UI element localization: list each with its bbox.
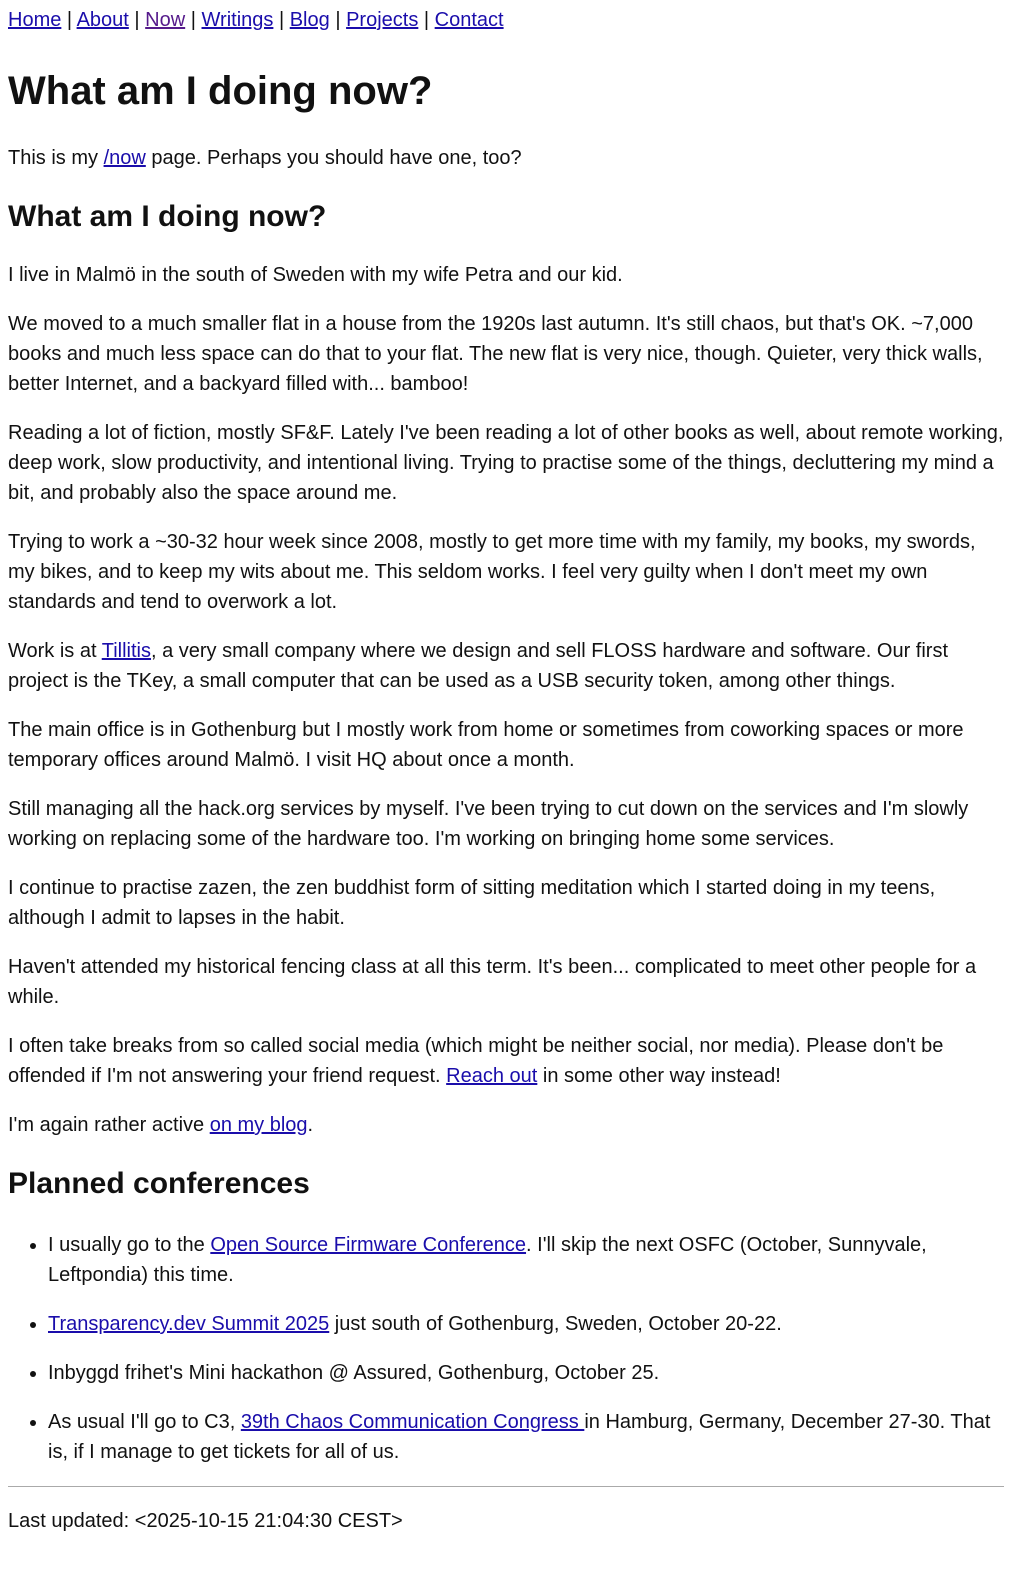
list-item-text: As usual I'll go to C3, bbox=[48, 1411, 241, 1433]
paragraph-work-text-before: Work is at bbox=[8, 640, 102, 662]
nav-separator: | bbox=[134, 9, 140, 31]
list-item: • Inbyggd frihet's Mini hackathon @ Assured, Gothenburg, October 25. bbox=[48, 1358, 1004, 1388]
list-item bbox=[48, 1309, 1004, 1339]
list-item-text: in Hamburg, Germany, December 27-30. That is, if I manage to get tickets for all of us. bbox=[48, 1411, 991, 1463]
paragraph-reading: Reading a lot of fiction, mostly SF&F. Lately I've been reading a lot of other books as well, about remote working, deep work, slow productivity, and intentional living. Trying to practise some of the things, decluttering my mind a bit, and probably also the space around me. bbox=[8, 422, 1004, 504]
reach-out-link[interactable]: Reach out bbox=[446, 1065, 538, 1087]
paragraph-zazen: I continue to practise zazen, the zen buddhist form of sitting meditation which I started doing in my teens, although I admit to lapses in the habit. bbox=[8, 877, 936, 929]
nav-separator: | bbox=[66, 9, 73, 31]
nav-separator: | bbox=[335, 9, 341, 31]
intro-text-before: This is my bbox=[8, 147, 104, 169]
list-item bbox=[48, 1407, 1004, 1467]
list-item-text: I usually go to the bbox=[48, 1234, 211, 1256]
nav-contact-link[interactable]: Contact bbox=[434, 9, 504, 31]
nav-separator: | bbox=[423, 9, 430, 31]
list-item-text: just south of Gothenburg, Sweden, October 20-22. bbox=[329, 1313, 782, 1335]
paragraph-blog-text-after: . bbox=[307, 1114, 314, 1136]
footer-divider bbox=[8, 1486, 1004, 1487]
nav-separator: | bbox=[190, 9, 196, 31]
now-page-link[interactable]: /now bbox=[103, 147, 146, 169]
tillitis-link[interactable]: Tillitis bbox=[101, 640, 151, 662]
osfc-link[interactable]: Open Source Firmware Conference bbox=[210, 1234, 527, 1256]
paragraph-social-text-after: in some other way instead! bbox=[537, 1065, 781, 1087]
now-section-body bbox=[8, 260, 1004, 1140]
section-heading-now: What am I doing now? bbox=[8, 200, 327, 233]
paragraph-work-hours: Trying to work a ~30-32 hour week since 2008, mostly to get more time with my family, my books, my swords, my bikes, and to keep my wits about me. This seldom works. I feel very guilty when I don't meet my own standards and tend to overwork a lot. bbox=[8, 531, 976, 613]
nav-home-link[interactable]: Home bbox=[8, 9, 62, 31]
paragraph-hack-org: Still managing all the hack.org services by myself. I've been trying to cut down on the services and I'm slowly working on replacing some of the hardware too. I'm working on bringing home some services. bbox=[8, 798, 969, 850]
paragraph-flat: We moved to a much smaller flat in a house from the 1920s last autumn. It's still chaos, but that's OK. ~7,000 books and much less space can do that to your flat. The new flat is very nice, though. Quieter, very thick walls, better Internet, and a backyard filled with... bamboo! bbox=[8, 313, 983, 395]
paragraph-location: I live in Malmö in the south of Sweden with my wife Petra and our kid. bbox=[8, 264, 623, 286]
nav-writings-link[interactable]: Writings bbox=[201, 9, 274, 31]
conference-list bbox=[8, 1230, 1004, 1467]
top-nav bbox=[8, 0, 1004, 38]
intro-paragraph bbox=[8, 143, 1004, 173]
nav-projects-link[interactable]: Projects bbox=[346, 9, 419, 31]
paragraph-social-text-before: I often take breaks from so called social media (which might be neither social, nor media). Please don't be offended if I'm not answering your friend request. bbox=[8, 1035, 944, 1087]
page-title: What am I doing now? bbox=[8, 69, 433, 113]
chaos-congress-link[interactable]: 39th Chaos Communication Congress bbox=[240, 1411, 585, 1433]
paragraph-social-media bbox=[8, 1031, 1004, 1091]
blog-link[interactable]: on my blog bbox=[209, 1114, 308, 1136]
paragraph-office: The main office is in Gothenburg but I mostly work from home or sometimes from coworking spaces or more temporary offices around Malmö. I visit HQ about once a month. bbox=[8, 719, 964, 771]
nav-separator: | bbox=[278, 9, 285, 31]
paragraph-work bbox=[8, 636, 1004, 696]
nav-now-link[interactable]: Now bbox=[145, 9, 186, 31]
last-updated: Last updated: <2025-10-15 21:04:30 CEST> bbox=[8, 1510, 403, 1532]
list-item-text: . I'll skip the next OSFC (October, Sunnyvale, Leftpondia) this time. bbox=[48, 1234, 927, 1286]
nav-about-link[interactable]: About bbox=[76, 9, 129, 31]
paragraph-blog-text-before: I'm again rather active bbox=[8, 1114, 210, 1136]
intro-text-after: page. Perhaps you should have one, too? bbox=[145, 147, 522, 169]
section-heading-conferences: Planned conferences bbox=[8, 1167, 310, 1200]
nav-blog-link[interactable]: Blog bbox=[289, 9, 330, 31]
list-item bbox=[48, 1230, 1004, 1290]
transparency-dev-link[interactable]: Transparency.dev Summit 2025 bbox=[48, 1313, 330, 1335]
paragraph-work-text-after: , a very small company where we design and sell FLOSS hardware and software. Our first project is the TKey, a small computer that can be used as a USB security token, among other things. bbox=[8, 640, 948, 692]
paragraph-blog bbox=[8, 1110, 1004, 1140]
paragraph-fencing: Haven't attended my historical fencing class at all this term. It's been... complicated to meet other people for a while. bbox=[8, 956, 977, 1008]
